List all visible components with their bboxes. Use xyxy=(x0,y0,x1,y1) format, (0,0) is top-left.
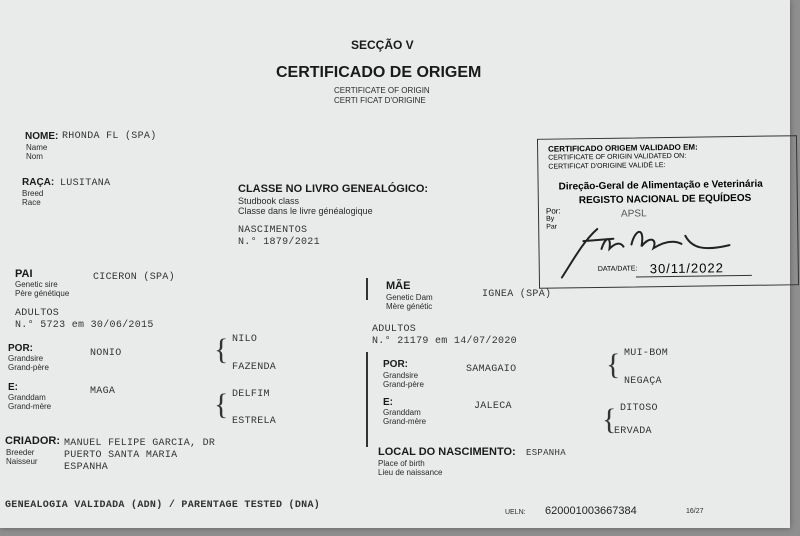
birthplace-value: ESPANHA xyxy=(526,448,566,458)
paternal-grandsire-label-en: Grandsire xyxy=(8,354,44,363)
name-value: RHONDA FL (SPA) xyxy=(62,131,157,142)
paternal-granddam-sire: DELFIM xyxy=(232,389,270,400)
maternal-granddam-name: JALECA xyxy=(474,401,512,412)
ueln-value: 620001003667384 xyxy=(545,505,637,517)
brace-icon: { xyxy=(214,333,229,366)
sire-number: N.° 5723 em 30/06/2015 xyxy=(15,320,154,331)
paternal-grandsire-dam: FAZENDA xyxy=(232,362,277,373)
genealogy-validation: GENEALOGIA VALIDADA (ADN) / PARENTAGE TESTED (DNA) xyxy=(5,500,321,511)
section-heading: SECÇÃO V xyxy=(351,38,414,52)
stamp-title-en: CERTIFICATE OF ORIGIN VALIDATED ON: xyxy=(548,152,687,162)
maternal-granddam-dam: ERVADA xyxy=(614,426,652,437)
paternal-grandsire-sire: NILO xyxy=(232,334,258,345)
stamp-par-label: Par xyxy=(546,223,558,231)
stamp-title-fr: CERTIFICAT D'ORIGINE VALIDÉ LE: xyxy=(548,162,666,171)
maternal-grandsire-label: POR: xyxy=(383,359,408,370)
title-english: CERTIFICATE OF ORIGIN xyxy=(334,86,430,95)
paternal-granddam-label: E: xyxy=(8,382,18,393)
maternal-granddam-label: E: xyxy=(383,397,393,408)
dam-number: N.° 21179 em 14/07/2020 xyxy=(372,336,517,347)
paternal-granddam-name: MAGA xyxy=(90,386,116,397)
stamp-date-label: DATA/DATE: xyxy=(597,265,638,273)
stamp-signer: APSL xyxy=(620,208,647,220)
brace-icon: { xyxy=(602,403,617,436)
stamp-title: CERTIFICADO ORIGEM VALIDADO EM: xyxy=(548,142,698,154)
paternal-grandsire-label: POR: xyxy=(8,343,33,354)
dam-book: ADULTOS xyxy=(372,324,417,335)
birthplace-label: LOCAL DO NASCIMENTO: xyxy=(378,446,516,458)
birthplace-label-fr: Lieu de naissance xyxy=(378,468,443,477)
sire-label-en: Genetic sire xyxy=(15,280,58,289)
page-number: 16/27 xyxy=(686,508,704,515)
name-label: NOME: xyxy=(25,131,59,142)
breed-label-fr: Race xyxy=(22,198,41,207)
sire-label: PAI xyxy=(15,268,33,280)
name-label-en: Name xyxy=(26,143,48,152)
brace-icon: { xyxy=(214,388,229,421)
dam-divider xyxy=(366,278,368,300)
breeder-city: PUERTO SANTA MARIA xyxy=(64,450,178,461)
document-title: CERTIFICADO DE ORIGEM xyxy=(276,64,482,81)
stamp-por-label: Por: xyxy=(545,206,561,216)
studbook-label-fr: Classe dans le livre généalogique xyxy=(238,206,373,216)
sire-label-fr: Père génétique xyxy=(15,289,70,298)
studbook-label: CLASSE NO LIVRO GENEALÓGICO: xyxy=(238,183,429,195)
dam-label-fr: Mère génétic xyxy=(386,302,433,311)
validation-stamp xyxy=(537,135,799,289)
studbook-number: N.° 1879/2021 xyxy=(238,237,320,248)
ueln-label: UELN: xyxy=(505,509,526,516)
birthplace-label-en: Place of birth xyxy=(378,459,425,468)
stamp-by-label: By xyxy=(546,215,555,223)
name-label-fr: Nom xyxy=(26,152,43,161)
paternal-granddam-dam: ESTRELA xyxy=(232,416,277,427)
breeder-name: MANUEL FELIPE GARCIA, DR xyxy=(64,438,216,449)
stamp-date: 30/11/2022 xyxy=(649,260,724,277)
maternal-grandsire-label-en: Grandsire xyxy=(383,371,419,380)
breeder-country: ESPANHA xyxy=(64,462,109,473)
breed-label: RAÇA: xyxy=(22,177,55,188)
breeder-label-fr: Naisseur xyxy=(6,457,38,466)
studbook-class-value: NASCIMENTOS xyxy=(238,225,308,236)
sire-name: CICERON (SPA) xyxy=(93,272,175,283)
paternal-grandsire-label-fr: Grand-père xyxy=(8,363,49,372)
maternal-grandsire-sire: MUI-BOM xyxy=(624,348,669,359)
paternal-grandsire-name: NONIO xyxy=(90,348,122,359)
maternal-granddam-label-fr: Grand-mère xyxy=(383,417,427,426)
studbook-label-en: Studbook class xyxy=(238,196,300,206)
maternal-granddam-label-en: Granddam xyxy=(383,408,421,417)
dam-divider xyxy=(366,352,368,447)
maternal-granddam-sire: DITOSO xyxy=(620,403,658,414)
dam-label-en: Genetic Dam xyxy=(386,293,433,302)
dam-name: IGNEA (SPA) xyxy=(482,289,552,300)
title-french: CERTI FICAT D'ORIGINE xyxy=(334,96,426,105)
sire-book: ADULTOS xyxy=(15,308,60,319)
breeder-label: CRIADOR: xyxy=(5,435,60,447)
maternal-grandsire-label-fr: Grand-père xyxy=(383,380,424,389)
paternal-granddam-label-fr: Grand-mère xyxy=(8,402,52,411)
dam-label: MÃE xyxy=(386,280,411,292)
maternal-grandsire-dam: NEGAÇA xyxy=(624,376,662,387)
brace-icon: { xyxy=(606,348,621,381)
breeder-label-en: Breeder xyxy=(6,448,35,457)
stamp-registry: REGISTO NACIONAL DE EQUÍDEOS xyxy=(578,192,752,207)
breed-value: LUSITANA xyxy=(60,178,111,189)
breed-label-en: Breed xyxy=(22,189,44,198)
maternal-grandsire-name: SAMAGAIO xyxy=(466,364,517,375)
stamp-authority: Direção-Geral de Alimentação e Veterinária xyxy=(558,178,763,193)
paternal-granddam-label-en: Granddam xyxy=(8,393,46,402)
